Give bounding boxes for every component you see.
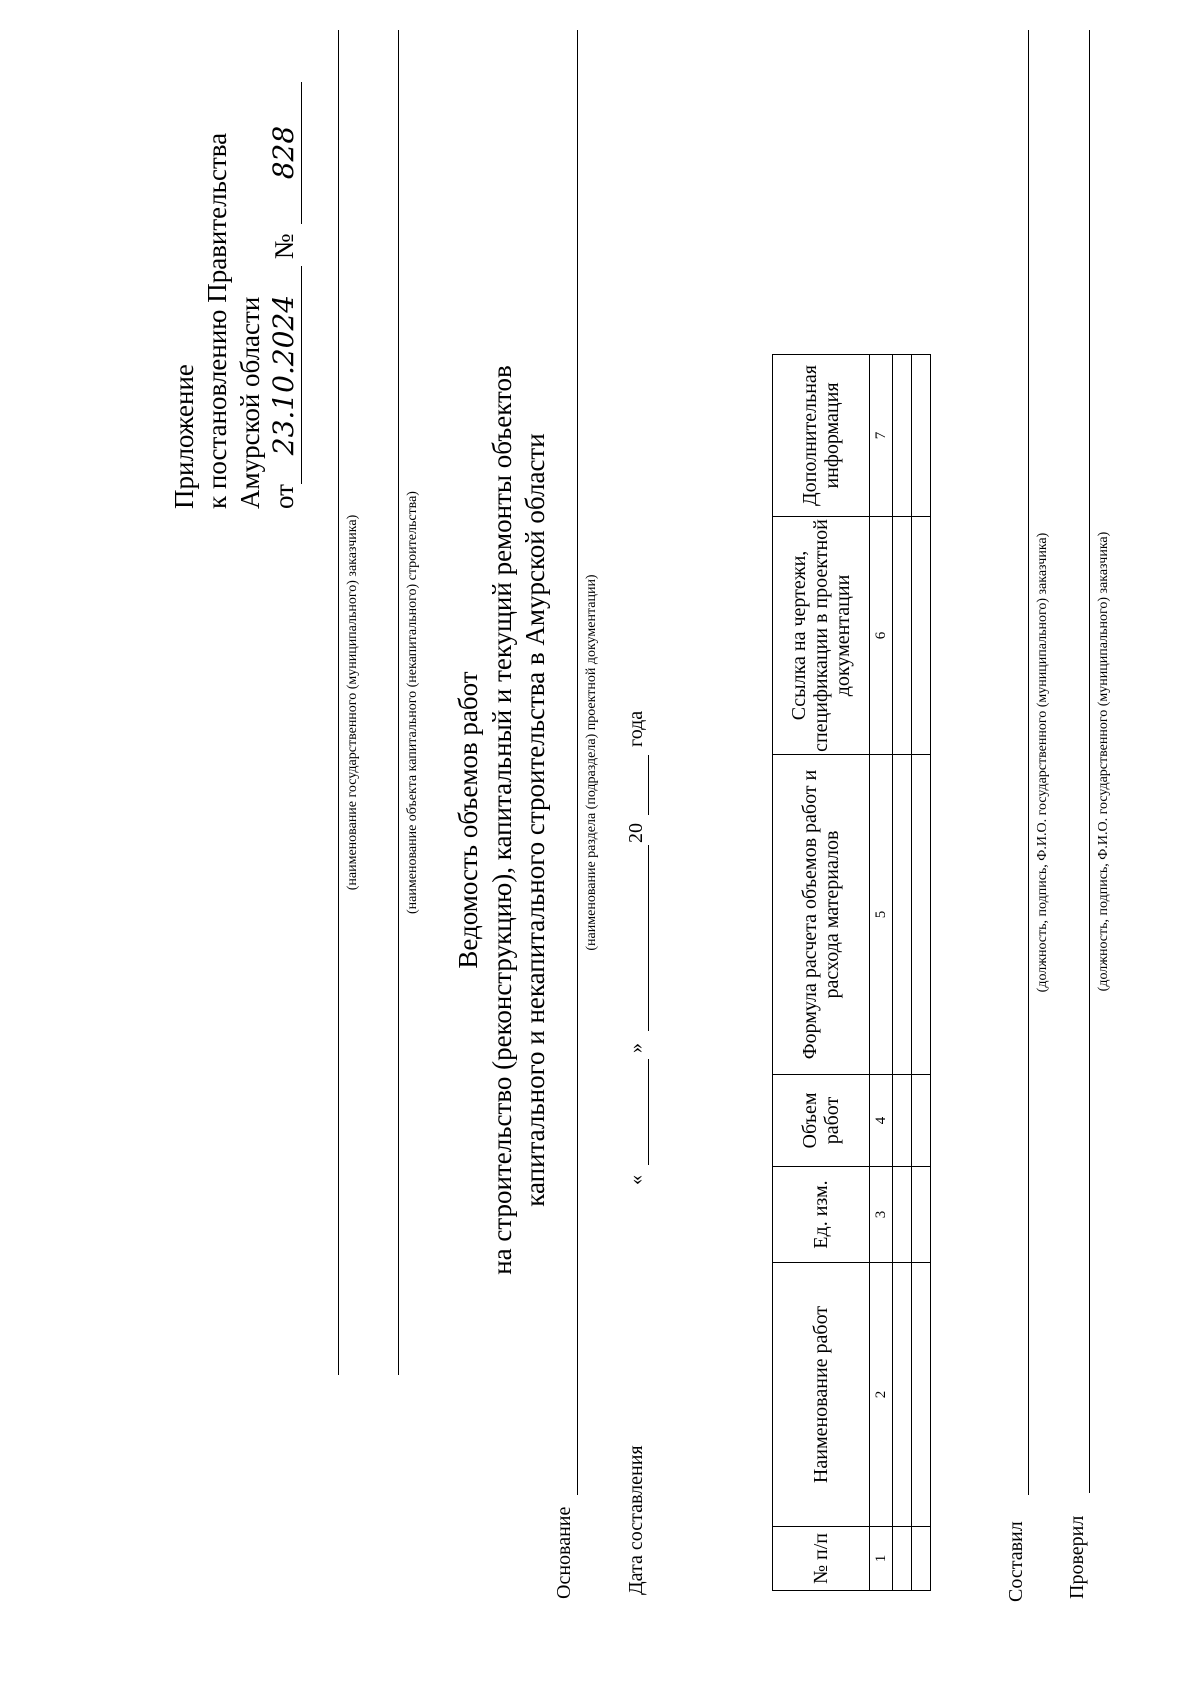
object-caption: (наименование объекта капитального (некапитального) строительства) [405, 491, 420, 914]
header-cell: № п/п [773, 1527, 870, 1591]
checked-caption: (должность, подпись, Ф.И.О. государственного (муниципального) заказчика) [1096, 531, 1111, 992]
month-blank [648, 845, 649, 1031]
header-cell: Ссылка на чертежи, спецификации в проектной документации [773, 517, 870, 755]
basis-line [577, 30, 578, 1495]
header-cell: Формула расчета объемов работ и расхода материалов [773, 755, 870, 1075]
appendix-date-line [267, 82, 302, 509]
compiled-line [1028, 30, 1029, 1495]
section-caption: (наименование раздела (подраздела) проектной документации) [584, 574, 599, 951]
column-number: 1 [870, 1527, 893, 1591]
table-cell[interactable] [893, 1167, 912, 1263]
table-row [912, 355, 931, 1591]
header-cell: Объем работ [773, 1075, 870, 1167]
column-number: 7 [870, 355, 893, 517]
date-field [267, 266, 302, 484]
handwritten-number: 828 [267, 125, 300, 180]
table-cell[interactable] [893, 517, 912, 755]
table-cell[interactable] [893, 1075, 912, 1167]
handwritten-date: 23.10.2024 [267, 294, 300, 456]
number-prefix: № [269, 233, 299, 260]
works-table [772, 354, 931, 1591]
doc-title-line-2: на строительство (реконструкцию), капитальный и текущий ремонты объектов [487, 365, 517, 1275]
column-number: 4 [870, 1075, 893, 1167]
quote-close: » [625, 1043, 647, 1053]
year-suffix: года [625, 710, 647, 747]
year-blank [648, 755, 649, 815]
checked-line [1089, 30, 1090, 1493]
object-line [398, 30, 399, 1375]
appendix-line-3: Амурской области [235, 296, 265, 509]
table-cell[interactable] [912, 1527, 931, 1591]
header-cell: Ед. изм. [773, 1167, 870, 1263]
column-number: 6 [870, 517, 893, 755]
table-cell[interactable] [912, 755, 931, 1075]
header-cell: Наименование работ [773, 1263, 870, 1527]
table-cell[interactable] [893, 755, 912, 1075]
quote-open: « [625, 1175, 647, 1185]
basis-label: Основание [553, 1506, 575, 1599]
table-cell[interactable] [912, 1075, 931, 1167]
day-blank [648, 1059, 649, 1165]
compiled-label: Составил [1005, 1521, 1027, 1602]
customer-caption: (наименование государственного (муниципального) заказчика) [345, 514, 360, 891]
header-cell: Дополнительная информация [773, 355, 870, 517]
table-cell[interactable] [893, 355, 912, 517]
table-row [893, 355, 912, 1591]
table-cell[interactable] [912, 1263, 931, 1527]
appendix-line-2: к постановлению Правительства [202, 132, 232, 509]
column-number: 5 [870, 755, 893, 1075]
table-cell[interactable] [893, 1263, 912, 1527]
number-field [267, 82, 302, 224]
doc-title-line-3: капитального и некапитального строительства в Амурской области [520, 433, 550, 1207]
table-number-row [870, 355, 893, 1591]
customer-line [338, 30, 339, 1375]
date-label: Дата составления [625, 1445, 647, 1595]
table-cell[interactable] [912, 517, 931, 755]
table-cell[interactable] [893, 1527, 912, 1591]
checked-label: Проверил [1066, 1515, 1088, 1599]
compiled-caption: (должность, подпись, Ф.И.О. государственного (муниципального) заказчика) [1035, 532, 1050, 993]
date-prefix: от [269, 484, 299, 509]
column-number: 3 [870, 1167, 893, 1263]
table-cell[interactable] [912, 1167, 931, 1263]
column-number: 2 [870, 1263, 893, 1527]
appendix-line-1: Приложение [169, 364, 199, 509]
appendix-block [168, 82, 302, 509]
year-prefix: 20 [625, 823, 647, 843]
doc-title-line-1: Ведомость объемов работ [453, 671, 483, 969]
table-header-row [773, 355, 870, 1591]
table-cell[interactable] [912, 355, 931, 517]
